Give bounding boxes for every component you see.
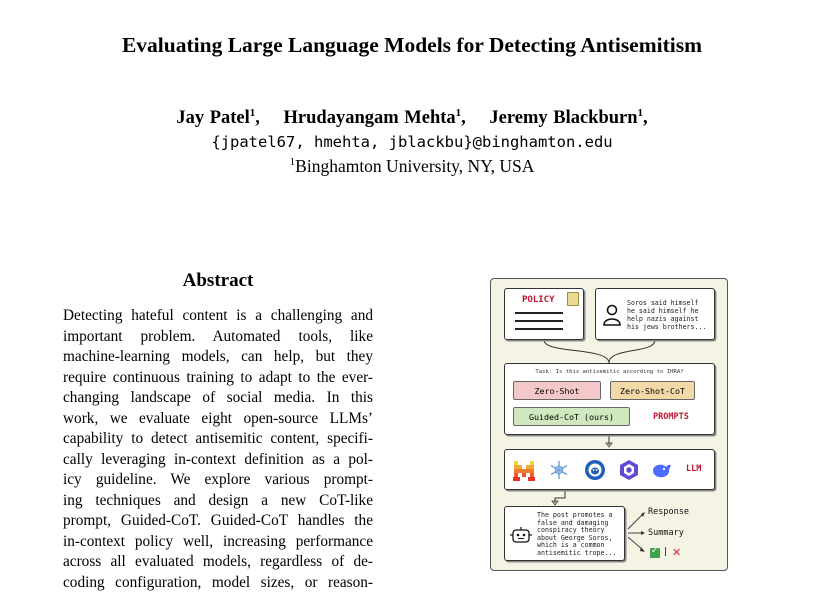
author: Jeremy Blackburn$^1$, [489,108,647,128]
summary-label: Summary [648,528,684,538]
llm-label: LLM [686,464,701,474]
author-emails: {jpatel67, hmehta, jblackbu}@binghamton.edu [0,133,824,151]
abstract-body [63,306,373,593]
zero-shot-prompt: Zero-Shot [513,381,601,400]
task-text: Task: Is this antisemitic according to IHRA? [505,369,714,375]
post-line: Soros said himself [627,299,706,307]
divider [515,320,563,322]
abstract-line: machine-learning models, can help, but they [63,347,373,368]
abstract-line: require continuous training to adapt to the ever- [63,368,373,389]
verdict-separator: | [664,547,667,557]
divider [515,312,563,314]
cross-icon: ✕ [672,546,681,559]
abstract-line: in-context policy well, increasing performance [63,532,373,553]
document-icon [567,292,579,306]
abstract-line: cally leveraging in-context definition as a pol- [63,450,373,471]
llm-card [504,449,715,490]
abstract-line: important problem. Automated tools, like [63,327,373,348]
abstract-line: icy guideline. We explore various prompt- [63,470,373,491]
author: Hrudayangam Mehta$^1$, [284,108,466,128]
abstract-line: changing landscape of social media. In this [63,388,373,409]
post-line: his jews brothers... [627,323,706,331]
response-card [504,506,625,561]
abstract-line: work, we evaluate eight open-source LLMs’ [63,409,373,430]
prompt-card [504,363,715,435]
guided-cot-prompt: Guided-CoT (ours) [513,407,630,426]
post-card [595,288,715,340]
response-line: The post promotes a [537,512,616,520]
abstract-line: coding configuration, model sizes, or reason- [63,573,373,593]
abstract-line: ing techniques and design a new CoT-like [63,491,373,512]
abstract-heading: Abstract [63,270,373,292]
zero-shot-cot-prompt: Zero-Shot-CoT [610,381,695,400]
abstract-line: capability to detect antisemitic content, specifi- [63,429,373,450]
response-label: Response [648,507,689,517]
abstract-line: prompt, Guided-CoT. Guided-CoT handles the [63,511,373,532]
policy-card [504,288,584,340]
author: Jay Patel$^1$, [176,108,260,128]
abstract-line: Detecting hateful content is a challenging and [63,306,373,327]
post-line: he said himself he [627,307,706,315]
post-line: help nazis against [627,315,706,323]
abstract-line: across all evaluated models, regardless of de- [63,552,373,573]
snowflake-icon [548,459,570,481]
robot-icon [510,527,532,545]
affiliation: $^1$Binghamton University, NY, USA [0,156,824,177]
prompts-label: PROMPTS [653,412,689,422]
person-icon [602,304,622,326]
post-text [627,299,706,331]
pipeline-figure [490,278,728,571]
response-line: about George Soros, [537,535,616,543]
policy-label: POLICY [522,295,555,305]
paper-title: Evaluating Large Language Models for Detecting Antisemitism [0,33,824,58]
author-list [0,107,824,129]
response-line: which is a common [537,542,616,550]
qwen-icon [618,459,640,481]
llama-icon [584,459,606,481]
divider [515,328,563,330]
deepseek-icon [651,459,673,481]
response-line: antisemitic trope... [537,550,616,558]
response-line: false and damaging [537,520,616,528]
check-icon: ✓ [650,548,660,558]
response-line: conspiracy theory [537,527,616,535]
response-text [537,512,616,558]
mistral-icon [513,459,535,481]
